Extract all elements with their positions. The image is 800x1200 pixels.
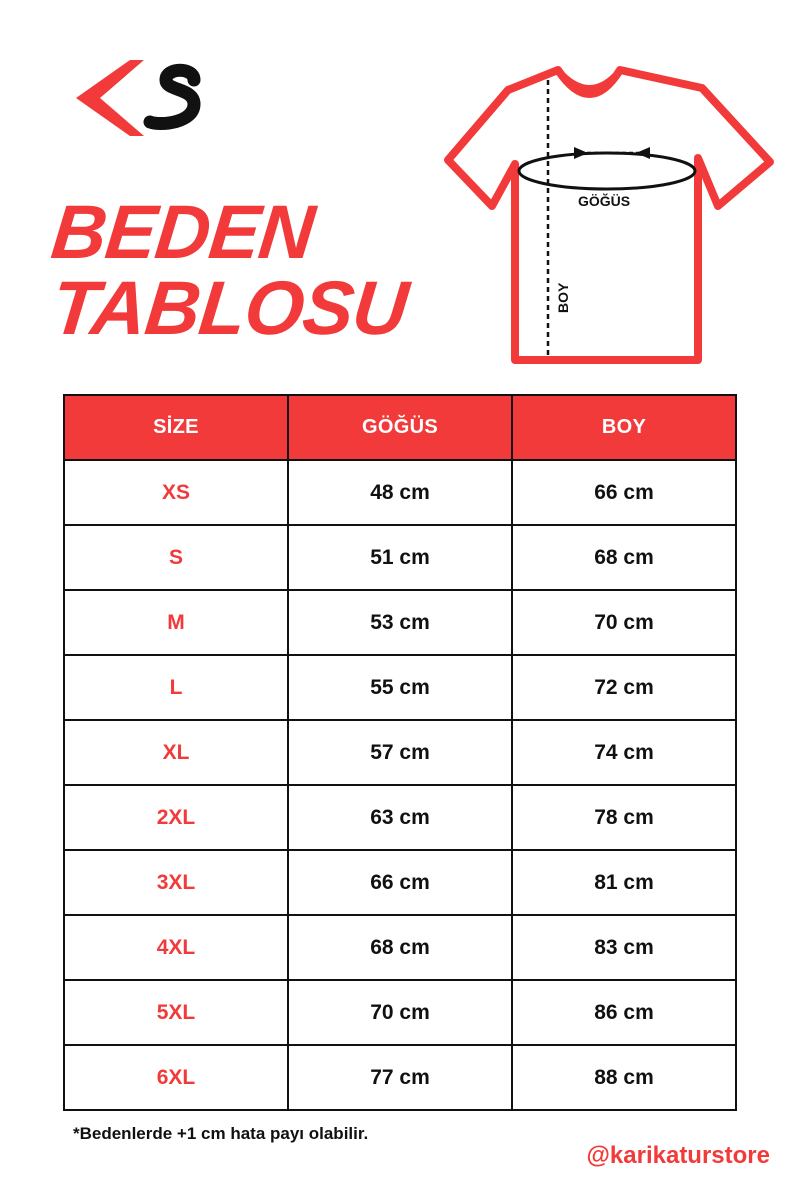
chest-cell: 48 cm [288, 460, 512, 525]
length-cell: 83 cm [512, 915, 736, 980]
length-cell: 74 cm [512, 720, 736, 785]
size-cell: M [64, 590, 288, 655]
chest-cell: 68 cm [288, 915, 512, 980]
length-cell: 88 cm [512, 1045, 736, 1110]
table-row [64, 525, 736, 590]
length-cell: 72 cm [512, 655, 736, 720]
title-line-1: BEDEN [47, 190, 318, 275]
size-cell: 4XL [64, 915, 288, 980]
length-cell: 66 cm [512, 460, 736, 525]
size-cell: S [64, 525, 288, 590]
length-cell: 86 cm [512, 980, 736, 1045]
size-cell: L [64, 655, 288, 720]
tshirt-diagram-icon [440, 58, 780, 378]
footnote: *Bedenlerde +1 cm hata payı olabilir. [73, 1124, 369, 1143]
header-chest: GÖĞÜS [288, 395, 512, 460]
table-row [64, 720, 736, 785]
chest-label: GÖĞÜS [578, 193, 631, 209]
title-line-2: TABLOSU [47, 266, 412, 351]
table-row [64, 915, 736, 980]
length-cell: 70 cm [512, 590, 736, 655]
length-cell: 68 cm [512, 525, 736, 590]
table-row [64, 460, 736, 525]
size-cell: 6XL [64, 1045, 288, 1110]
length-label: BOY [555, 282, 571, 313]
chest-cell: 57 cm [288, 720, 512, 785]
length-cell: 81 cm [512, 850, 736, 915]
header-length: BOY [512, 395, 736, 460]
page-title [47, 190, 412, 351]
table-row [64, 590, 736, 655]
chest-cell: 53 cm [288, 590, 512, 655]
store-handle: @karikaturstore [586, 1142, 770, 1169]
chest-cell: 66 cm [288, 850, 512, 915]
chest-cell: 51 cm [288, 525, 512, 590]
chest-measure-ellipse [519, 153, 695, 189]
tshirt-outline [448, 70, 770, 360]
ks-logo-icon [70, 60, 210, 140]
chest-cell: 77 cm [288, 1045, 512, 1110]
size-cell: 3XL [64, 850, 288, 915]
size-cell: XS [64, 460, 288, 525]
table-row [64, 1045, 736, 1110]
size-cell: 2XL [64, 785, 288, 850]
table-row [64, 655, 736, 720]
chest-arrow-right [636, 147, 650, 159]
table-header-row [64, 395, 736, 460]
logo-k-chevron [76, 60, 144, 136]
logo-s-stroke [150, 70, 194, 123]
chest-arrow-left [574, 147, 588, 159]
size-table [63, 394, 737, 1111]
table-row [64, 980, 736, 1045]
length-cell: 78 cm [512, 785, 736, 850]
table-row [64, 785, 736, 850]
chest-cell: 70 cm [288, 980, 512, 1045]
chest-cell: 55 cm [288, 655, 512, 720]
size-cell: 5XL [64, 980, 288, 1045]
header-size: SİZE [64, 395, 288, 460]
table-row [64, 850, 736, 915]
chest-cell: 63 cm [288, 785, 512, 850]
size-cell: XL [64, 720, 288, 785]
